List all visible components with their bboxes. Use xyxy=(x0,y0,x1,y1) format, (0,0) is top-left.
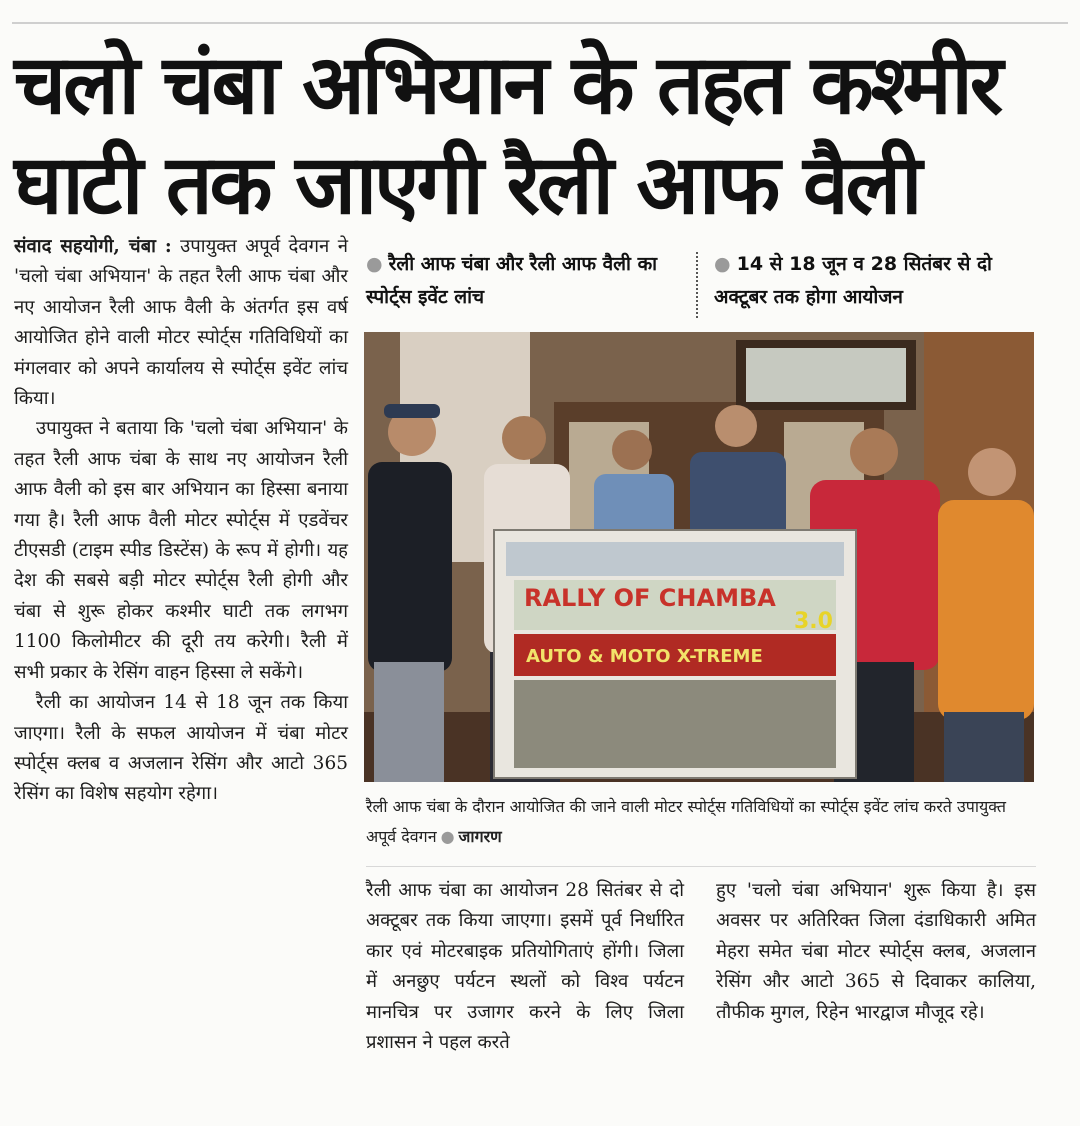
dateline: संवाद सहयोगी, चंबा : xyxy=(14,236,172,257)
article-paragraph-1-text: उपायुक्त अपूर्व देवगन ने 'चलो चंबा अभियान' के तहत रैली आफ चंबा और नए आयोजन रैली आफ वैली के अंतर्गत इस वर्ष आयोजित होने वाली मोटर स्पोर्ट्स गतिविधियों का मंगलवार को अपने कार्यालय से स्पोर्ट्स इवेंट लांच किया। xyxy=(14,236,348,410)
bullet-icon: ● xyxy=(714,253,731,275)
event-photo xyxy=(364,332,1034,782)
person-5-head xyxy=(850,428,898,476)
banner-jeep-image xyxy=(514,680,836,768)
article-column-2-text: रैली आफ चंबा का आयोजन 28 सितंबर से दो अक्टूबर तक किया जाएगा। इसमें पूर्व निर्धारित कार एवं मोटरबाइक प्रतियोगिताएं होंगी। जिला में अनछुए पर्यटन स्थलों को विश्व पर्यटन मानचित्र पर उजागर करने के लिए जिला प्रशासन ने पहल करते xyxy=(366,880,684,1054)
article-column-1 xyxy=(14,232,348,810)
photo-caption-text: रैली आफ चंबा के दौरान आयोजित की जाने वाली मोटर स्पोर्ट्स गतिविधियों का स्पोर्ट्स इवेंट लांच करते उपायुक्त अपूर्व देवगन xyxy=(366,797,1006,846)
banner-logos-strip xyxy=(506,542,844,576)
banner-subtitle: AUTO & MOTO X-TREME xyxy=(526,646,763,667)
person-6-jeans xyxy=(944,712,1024,782)
person-1-jeans xyxy=(374,662,444,782)
article-column-2 xyxy=(366,876,684,1058)
wall-painting xyxy=(746,348,906,402)
person-6-shirt xyxy=(938,500,1034,720)
article-column-3 xyxy=(716,876,1036,1028)
article-paragraph-2: उपायुक्त ने बताया कि 'चलो चंबा अभियान' के तहत रैली आफ चंबा के साथ नए आयोजन रैली आफ वैली को इस बार अभियान का हिस्सा बनाया गया है। रैली आफ वैली मोटर स्पोर्ट्स में एडवेंचर टीएसडी (टाइम स्पीड डिस्टेंस) के रूप में होगी। यह देश की सबसे बड़ी मोटर स्पोर्ट्स रैली होगी और चंबा से शुरू होकर कश्मीर घाटी तक लगभग 1100 किलोमीटर की दूरी तय करेगी। रैली में सभी प्रकार के रेसिंग वाहन हिस्सा ले सकेंगे। xyxy=(14,418,348,683)
top-rule xyxy=(12,22,1068,24)
photo-caption xyxy=(366,792,1036,852)
banner-version: 3.0 xyxy=(794,609,833,634)
article-column-3-text: हुए 'चलो चंबा अभियान' शुरू किया है। इस अवसर पर अतिरिक्त जिला दंडाधिकारी अमित मेहरा समेत चंबा मोटर स्पोर्ट्स क्लब, अजलान रेसिंग और आटो 365 से दिवाकर कालिया, तौफीक मुगल, रिहेन भारद्वाज मौजूद रहे। xyxy=(716,880,1036,1023)
headline-line-1: चलो चंबा अभियान के तहत कश्मीर xyxy=(14,38,1001,133)
headline xyxy=(14,36,1066,236)
highlight-separator xyxy=(696,252,698,318)
headline-line-2: घाटी तक जाएगी रैली आफ वैली xyxy=(14,138,920,233)
banner-title: RALLY OF CHAMBA xyxy=(524,584,776,612)
highlights xyxy=(366,248,1046,322)
article-paragraph-3: रैली का आयोजन 14 से 18 जून तक किया जाएगा। रैली के सफल आयोजन में चंबा मोटर स्पोर्ट्स क्लब व अजलान रेसिंग और आटो 365 रेसिंग का विशेष सहयोग रहेगा। xyxy=(14,692,348,805)
event-photo-illustration xyxy=(364,332,1034,782)
photo-source: जागरण xyxy=(458,827,502,846)
article-paragraph-1 xyxy=(14,232,348,414)
caption-rule xyxy=(366,866,1036,867)
highlight-1 xyxy=(366,248,686,314)
highlight-1-text: रैली आफ चंबा और रैली आफ वैली का स्पोर्ट्स इवेंट लांच xyxy=(366,253,658,308)
person-2-head xyxy=(502,416,546,460)
highlight-2 xyxy=(714,248,1034,314)
highlight-2-text: 14 से 18 जून व 28 सितंबर से दो अक्टूबर तक होगा आयोजन xyxy=(714,253,992,308)
person-6-head xyxy=(968,448,1016,496)
person-4-head xyxy=(715,405,757,447)
bullet-icon: ● xyxy=(440,827,455,846)
person-1-shirt xyxy=(368,462,452,672)
person-1-cap xyxy=(384,404,440,418)
person-3-head xyxy=(612,430,652,470)
bullet-icon: ● xyxy=(366,253,383,275)
